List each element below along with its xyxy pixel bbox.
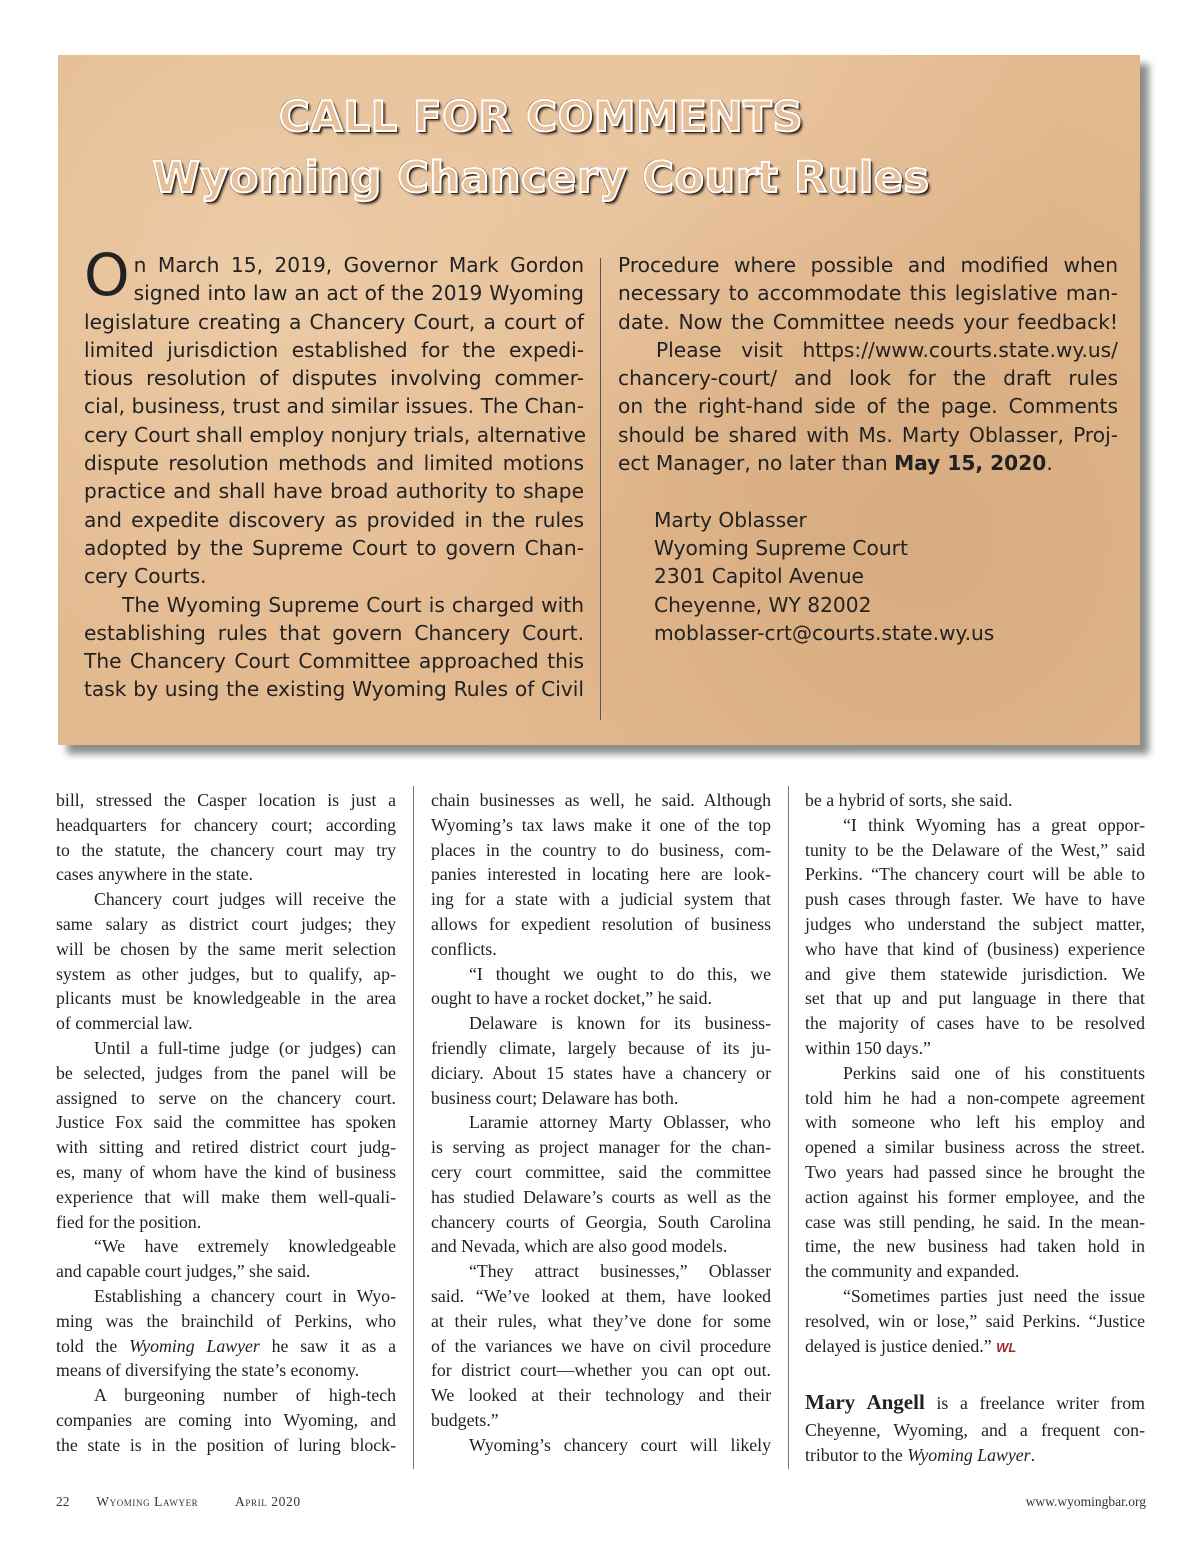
article-line: chain businesses as well, he said. Although: [431, 790, 771, 810]
article-line: Laramie attorney Marty Oblasser, who: [469, 1112, 771, 1133]
article-line: action against his former employee, and the: [805, 1186, 1145, 1207]
callout-text-line: n March 15, 2019, Governor Mark Gordon: [133, 253, 584, 277]
deadline-suffix: .: [1046, 451, 1053, 476]
article-line: within 150 days.”: [805, 1037, 931, 1058]
article-line: opened a similar business across the street.: [805, 1137, 1145, 1158]
publication-name: Wyoming Lawyer: [96, 1494, 199, 1509]
callout-text-line: on the right-hand side of the page. Comments: [618, 394, 1118, 419]
callout-column-divider: [600, 258, 601, 720]
address-email: moblasser-crt@courts.state.wy.us: [654, 620, 995, 645]
article-line: cery court committee, said the committee: [431, 1161, 771, 1182]
article-line: experience that will make them well-quali-: [56, 1186, 396, 1207]
article-line: “We have extremely knowledgeable: [94, 1236, 396, 1257]
article-line: set that up and put language in there that: [805, 988, 1145, 1009]
article-line: business court; Delaware has both.: [431, 1087, 679, 1108]
article-line: means of diversifying the state’s economy.: [56, 1360, 360, 1381]
callout-text-line: chancery-court/ and look for the draft rules: [618, 366, 1118, 391]
address-city: Cheyenne, WY 82002: [654, 592, 872, 617]
article-line: be a hybrid of sorts, she said.: [805, 790, 1013, 810]
article-line: Perkins said one of his constituents: [843, 1062, 1145, 1083]
article-line: tunity to be the Delaware of the West,” said: [805, 839, 1145, 860]
article-line: ing for a state with a judicial system that: [431, 889, 771, 910]
article-line: with someone who left his employ and: [805, 1112, 1145, 1133]
callout-text-line: task by using the existing Wyoming Rules of Civil: [84, 677, 584, 702]
article-line: [805, 1334, 1145, 1359]
callout-text-line: Procedure where possible and modified when: [618, 253, 1118, 277]
article-line: time, the new business had taken hold in: [805, 1236, 1145, 1257]
column-rule: [413, 786, 414, 1469]
author-bio-text: is a freelance writer from: [924, 1393, 1145, 1414]
article-line: is serving as project manager for the chan-: [431, 1137, 771, 1158]
callout-text-line: The Wyoming Supreme Court is charged with: [122, 592, 584, 617]
article-line: headquarters for chancery court; according: [56, 814, 396, 835]
article-line: “They attract businesses,” Oblasser: [469, 1261, 771, 1282]
article-line: places in the country to do business, com-: [431, 839, 771, 860]
wl-end-mark: WL: [996, 1339, 1017, 1355]
article-line: who have that kind of (business) experience: [805, 938, 1145, 959]
author-name: Mary Angell: [805, 1390, 925, 1415]
article-line: chancery courts of Georgia, South Carolina: [431, 1211, 771, 1232]
callout-title: CALL FOR COMMENTS: [278, 92, 804, 141]
article-line: fied for the position.: [56, 1211, 202, 1232]
article-line: Chancery court judges will receive the: [94, 889, 396, 910]
article-column-1: [56, 788, 396, 1458]
page-footer: [56, 1494, 1146, 1514]
article-line: and give them statewide jurisdiction. We: [805, 963, 1145, 984]
deadline-date: May 15, 2020: [894, 451, 1047, 476]
callout-text-line: date. Now the Committee needs your feedback!: [618, 309, 1118, 334]
callout-text-line: necessary to accommodate this legislative man-: [618, 281, 1118, 306]
article-line: told him he had a non-compete agreement: [805, 1087, 1145, 1108]
article-line: with sitting and retired district court judg-: [56, 1137, 396, 1158]
callout-text-line: cery Court shall employ nonjury trials, alternative: [84, 422, 587, 447]
article-line: conflicts.: [431, 938, 497, 959]
article-line: Establishing a chancery court in Wyo-: [94, 1285, 396, 1306]
article-line: to the statute, the chancery court may try: [56, 839, 396, 860]
article-line: plicants must be knowledgeable in the area: [56, 988, 396, 1009]
article-text: told the: [56, 1335, 130, 1356]
callout-text-line: establishing rules that govern Chancery Court.: [84, 620, 584, 645]
article-line: [56, 1334, 396, 1359]
article-line: companies are coming into Wyoming, and: [56, 1409, 396, 1430]
callout-text-line: and expedite discovery as provided in the rules: [84, 507, 584, 532]
article-line: ming was the brainchild of Perkins, who: [56, 1310, 396, 1331]
article-line: friendly climate, largely because of its ju-: [431, 1037, 771, 1058]
callout-right-column: [618, 251, 1118, 647]
website-link[interactable]: www.wyomingbar.org: [1025, 1494, 1146, 1509]
article-line: be selected, judges from the panel will be: [56, 1062, 396, 1083]
callout-text-line: legislature creating a Chancery Court, a court of: [84, 309, 584, 334]
article-line: the state is in the position of luring block-: [56, 1434, 396, 1455]
article-line: Two years had passed since he brought the: [805, 1161, 1145, 1182]
magazine-title: Wyoming Lawyer: [129, 1335, 260, 1356]
author-bio-line: Cheyenne, Wyoming, and a frequent con-: [805, 1420, 1145, 1441]
article-line: “I think Wyoming has a great oppor-: [843, 814, 1145, 835]
article-line: Perkins. “The chancery court will be able to: [805, 864, 1145, 885]
address-name: Marty Oblasser: [654, 507, 807, 532]
article-text: delayed is justice denied.”: [805, 1335, 992, 1356]
article-line: Until a full-time judge (or judges) can: [94, 1037, 396, 1058]
callout-text-line: should be shared with Ms. Marty Oblasser, Proj-: [618, 422, 1118, 447]
article-line: of the variances we have on civil procedure: [431, 1335, 771, 1356]
author-bio-text: tributor to the: [805, 1445, 908, 1466]
article-line: the majority of cases have to be resolved: [805, 1013, 1145, 1034]
drop-cap: O: [84, 241, 130, 309]
article-line: A burgeoning number of high-tech: [94, 1385, 396, 1406]
article-line: system as other judges, but to qualify, ap-: [56, 963, 396, 984]
article-line: Justice Fox said the committee has spoken: [56, 1112, 396, 1133]
callout-text-line: cery Courts.: [84, 564, 207, 589]
author-bio-line: [805, 1443, 1145, 1468]
callout-left-column: [84, 241, 587, 704]
article-line: Delaware is known for its business-: [469, 1013, 771, 1034]
spacer: [618, 477, 1118, 505]
article-line: of commercial law.: [56, 1013, 193, 1034]
callout-text-line: Please visit https://www.courts.state.wy.us/: [656, 337, 1118, 362]
article-line: judges who understand the subject matter,: [805, 913, 1145, 934]
article-line: same salary as district court judges; they: [56, 913, 396, 934]
article-line: “Sometimes parties just need the issue: [843, 1285, 1145, 1306]
article-line: and capable court judges,” she said.: [56, 1261, 311, 1282]
page-number: 22: [56, 1494, 70, 1509]
article-line: ought to have a rocket docket,” he said.: [431, 988, 712, 1009]
address-organization: Wyoming Supreme Court: [654, 535, 908, 560]
article-line: We looked at their technology and their: [431, 1385, 771, 1406]
callout-text-line: practice and shall have broad authority to shape: [84, 479, 584, 504]
callout-text-line: cial, business, trust and similar issues. The Chan-: [84, 394, 584, 419]
callout-subtitle: Wyoming Chancery Court Rules: [152, 153, 930, 203]
author-bio-line: [805, 1390, 1145, 1418]
article-line: and Nevada, which are also good models.: [431, 1236, 728, 1257]
callout-text-line: limited jurisdiction established for the expedi-: [84, 337, 584, 362]
article-line: assigned to serve on the chancery court.: [56, 1087, 396, 1108]
address-street: 2301 Capitol Avenue: [654, 564, 864, 589]
author-bio-text: .: [1030, 1445, 1036, 1466]
callout-text-line: adopted by the Supreme Court to govern Chan-: [84, 535, 584, 560]
article-column-2: [431, 788, 771, 1458]
article-line: bill, stressed the Casper location is just a: [56, 790, 396, 810]
callout-text-line: signed into law an act of the 2019 Wyoming: [133, 281, 584, 306]
issue-date: April 2020: [235, 1494, 301, 1509]
article-line: case was still pending, he said. In the mean-: [805, 1211, 1145, 1232]
article-line: for district court—whether you can opt out.: [431, 1360, 771, 1381]
footer-left: [56, 1494, 301, 1510]
article-line: the community and expanded.: [805, 1261, 1020, 1282]
callout-text-line: The Chancery Court Committee approached this: [84, 649, 584, 674]
callout-text-line: tious resolution of disputes involving commer-: [84, 366, 584, 391]
article-line: “I thought we ought to do this, we: [469, 963, 771, 984]
article-text: he saw it as a: [259, 1335, 396, 1356]
article-line: Wyoming’s tax laws make it one of the top: [431, 814, 771, 835]
article-line: said. “We’ve looked at them, have looked: [431, 1285, 771, 1306]
article-line: push cases through faster. We have to have: [805, 889, 1145, 910]
article-line: allows for expedient resolution of business: [431, 913, 771, 934]
magazine-title: Wyoming Lawyer: [907, 1445, 1031, 1466]
article-line: has studied Delaware’s courts as well as the: [431, 1186, 771, 1207]
article-line: resolved, win or lose,” said Perkins. “Justice: [805, 1310, 1145, 1331]
article-line: Wyoming’s chancery court will likely: [469, 1434, 771, 1455]
article-line: will be chosen by the same merit selection: [56, 938, 396, 959]
article-column-3: [805, 788, 1145, 1468]
deadline-line: [618, 449, 1118, 477]
callout-text-line: dispute resolution methods and limited motions: [84, 451, 584, 476]
article-line: cases anywhere in the state.: [56, 864, 253, 885]
deadline-prefix: ect Manager, no later than: [618, 451, 895, 476]
article-line: es, many of whom have the kind of business: [56, 1161, 396, 1182]
article-line: at their rules, what they’ve done for some: [431, 1310, 771, 1331]
spacer: [805, 1358, 1145, 1390]
article-line: panies interested in locating here are look-: [431, 864, 771, 885]
article-line: budgets.”: [431, 1409, 499, 1430]
column-rule: [788, 786, 789, 1469]
article-line: diciary. About 15 states have a chancery or: [431, 1062, 771, 1083]
